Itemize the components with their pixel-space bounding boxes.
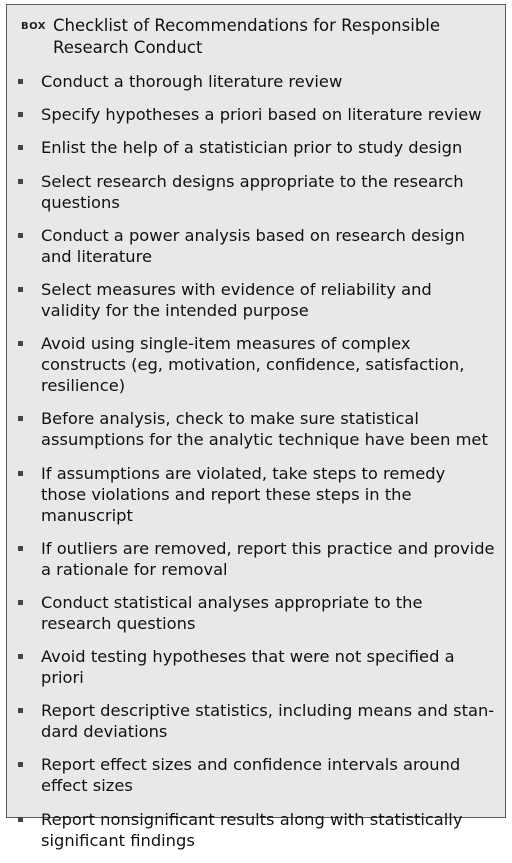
list-item-text: Select measures with evidence of reliability and validity for the intended purpose (41, 279, 432, 320)
bullet-icon (18, 416, 23, 421)
list-item (7, 171, 505, 213)
list-item-text: Specify hypotheses a priori based on literature review (41, 105, 482, 125)
list-item-text: Select research designs appropriate to the research questions (41, 171, 464, 212)
list-item-text: Conduct a thorough literature review (41, 72, 343, 91)
bullet-icon (18, 762, 23, 767)
bullet-icon (18, 179, 23, 184)
list-item (7, 279, 505, 321)
bullet-icon (18, 654, 23, 659)
box-title: Checklist of Recommendations for Responsible Research Conduct (53, 16, 441, 57)
list-item (7, 592, 505, 634)
list-item (7, 754, 505, 796)
bullet-icon (18, 112, 23, 117)
checklist-box (6, 4, 506, 850)
bullet-icon (18, 145, 23, 150)
list-item-text: Report descriptive statistics, including means and stan- dard deviations (41, 701, 495, 742)
bullet-icon (18, 471, 23, 476)
list-item (7, 408, 505, 450)
list-item (7, 104, 505, 125)
list-item-text: Enlist the help of a statistician prior to study design (41, 138, 463, 158)
bullet-icon (18, 546, 23, 551)
list-item (7, 646, 505, 688)
list-item-text: Conduct statistical analyses appropriate to the research questions (41, 592, 423, 633)
bullet-icon (18, 287, 23, 292)
list-item (7, 700, 505, 742)
list-item-text: If assumptions are violated, take steps to remedy those violations and report these steps in the manuscript (41, 463, 446, 525)
list-item (7, 333, 505, 396)
list-item (7, 71, 505, 92)
list-item-text: If outliers are removed, report this practice and provide a rationale for removal (41, 538, 495, 579)
list-item-text: Avoid using single-item measures of complex constructs (eg, motivation, confidence, satisfaction, resilience) (41, 334, 465, 396)
bullet-icon (18, 817, 23, 822)
list-item-text: Report nonsignificant results along with statistically significant findings (41, 809, 463, 850)
list-item (7, 538, 505, 580)
bullet-icon (18, 600, 23, 605)
list-item (7, 809, 505, 851)
list-item-text: Before analysis, check to make sure statistical assumptions for the analytic technique have been met (41, 409, 488, 450)
bullet-icon (18, 341, 23, 346)
bullet-icon (18, 79, 23, 84)
box-header (21, 15, 501, 59)
box-tag: BOX (21, 21, 46, 32)
list-item (7, 225, 505, 267)
list-item-text: Avoid testing hypotheses that were not specified a priori (41, 647, 455, 688)
checklist (7, 71, 505, 863)
list-item-text: Conduct a power analysis based on research design and literature (41, 225, 465, 266)
list-item (7, 137, 505, 158)
bullet-icon (18, 708, 23, 713)
list-item (7, 463, 505, 526)
list-item-text: Report effect sizes and confidence intervals around effect sizes (41, 755, 461, 796)
bullet-icon (18, 233, 23, 238)
